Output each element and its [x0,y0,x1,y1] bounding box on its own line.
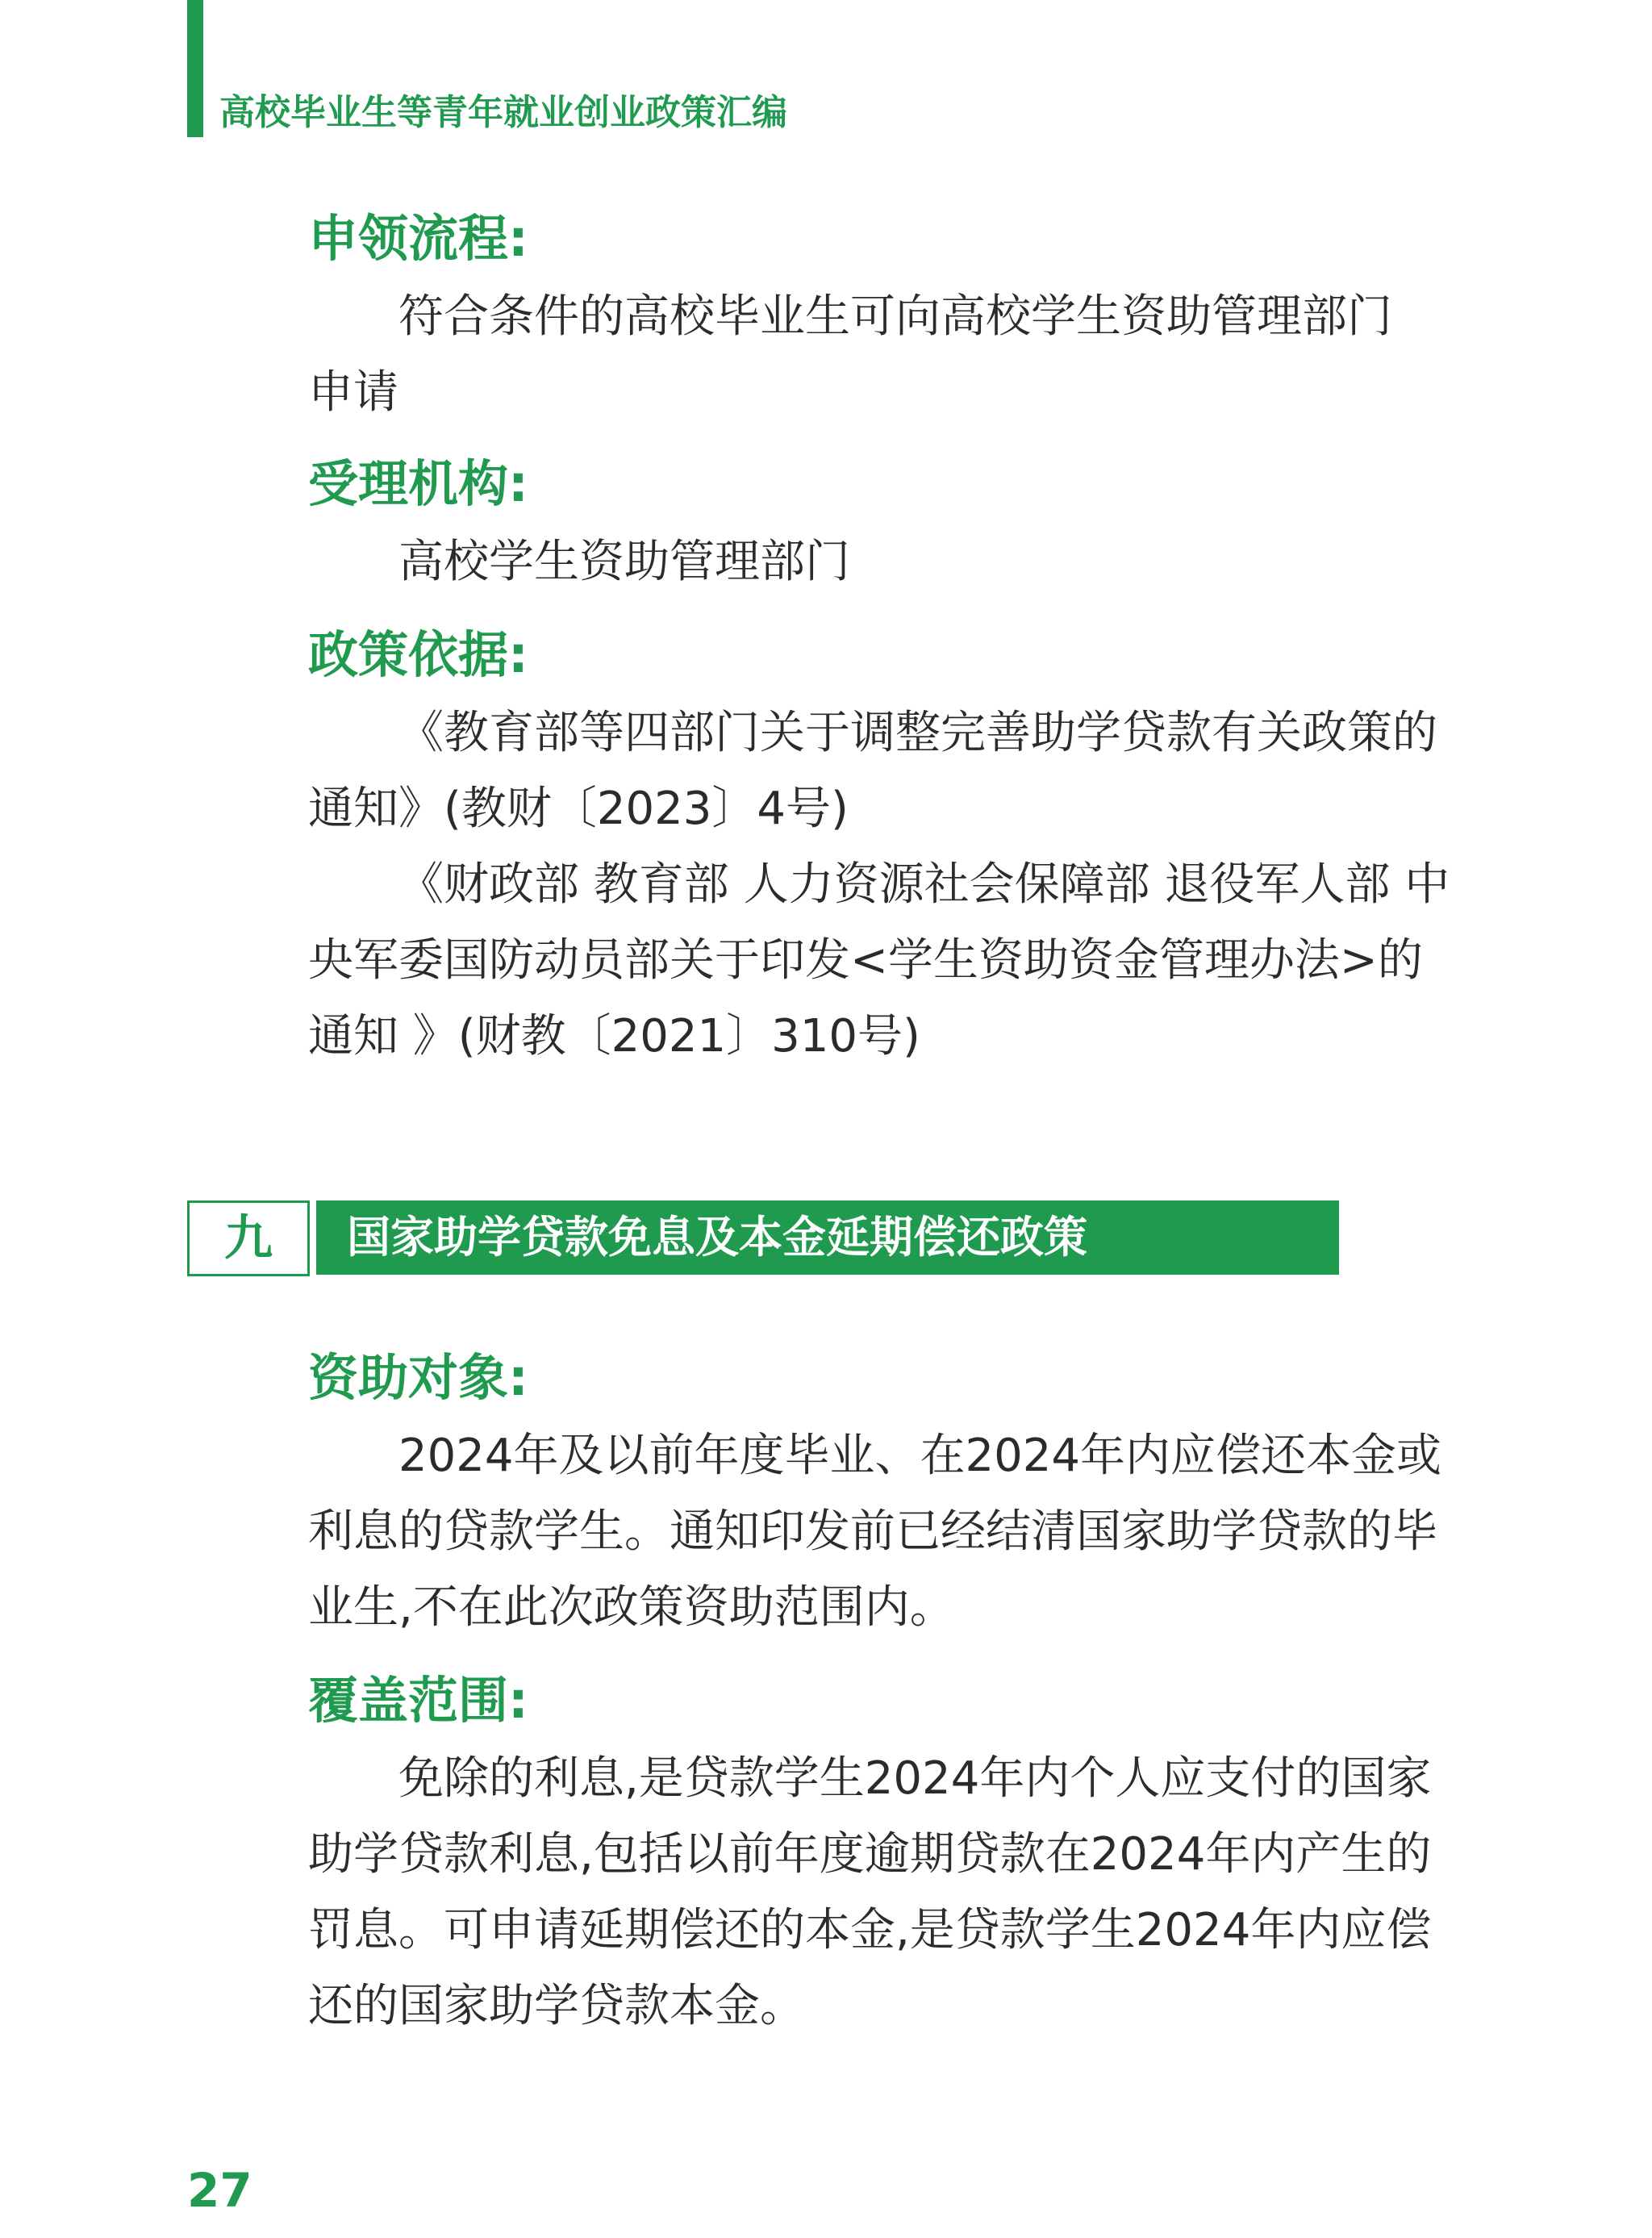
paragraph-line: 助学贷款利息,包括以前年度逾期贷款在2024年内产生的 [308,1828,1432,1881]
heading-coverage: 覆盖范围: [308,1671,528,1730]
page-number: 27 [187,2163,252,2218]
paragraph-line: 利息的贷款学生。通知印发前已经结清国家助学贷款的毕 [308,1505,1437,1558]
heading-agency: 受理机构: [308,454,528,513]
paragraph-policy-basis [308,695,1462,1075]
heading-apply-process: 申领流程: [308,209,528,268]
section-number: 九 [187,1200,310,1276]
paragraph-agency [308,524,1462,600]
paragraph-targets [308,1418,1462,1646]
section-title: 国家助学贷款免息及本金延期偿还政策 [316,1200,1339,1275]
paragraph-line: 通知 》(财教〔2021〕310号) [308,1010,920,1063]
paragraph-line: 免除的利息,是贷款学生2024年内个人应支付的国家 [398,1752,1432,1805]
paragraph-line: 业生,不在此次政策资助范围内。 [308,1581,955,1634]
paragraph-line: 还的国家助学贷款本金。 [308,1980,805,2032]
paragraph-coverage [308,1741,1462,2044]
paragraph-line: 2024年及以前年度毕业、在2024年内应偿还本金或 [398,1430,1442,1482]
paragraph-line: 《财政部 教育部 人力资源社会保障部 退役军人部 中 [398,858,1450,911]
paragraph-line: 符合条件的高校毕业生可向高校学生资助管理部门 [398,290,1392,343]
heading-targets: 资助对象: [308,1348,528,1407]
paragraph-line: 央军委国防动员部关于印发<学生资助资金管理办法>的 [308,934,1423,987]
paragraph-line: 罚息。可申请延期偿还的本金,是贷款学生2024年内应偿 [308,1904,1432,1956]
header-title: 高校毕业生等青年就业创业政策汇编 [219,92,787,133]
paragraph-line: 通知》(教财〔2023〕4号) [308,783,849,835]
paragraph-line: 《教育部等四部门关于调整完善助学贷款有关政策的 [398,707,1437,759]
paragraph-apply-process [308,279,1462,431]
paragraph-line: 高校学生资助管理部门 [398,536,850,588]
heading-policy-basis: 政策依据: [308,625,528,684]
paragraph-line: 申请 [308,366,398,419]
header-accent-bar [187,0,203,137]
